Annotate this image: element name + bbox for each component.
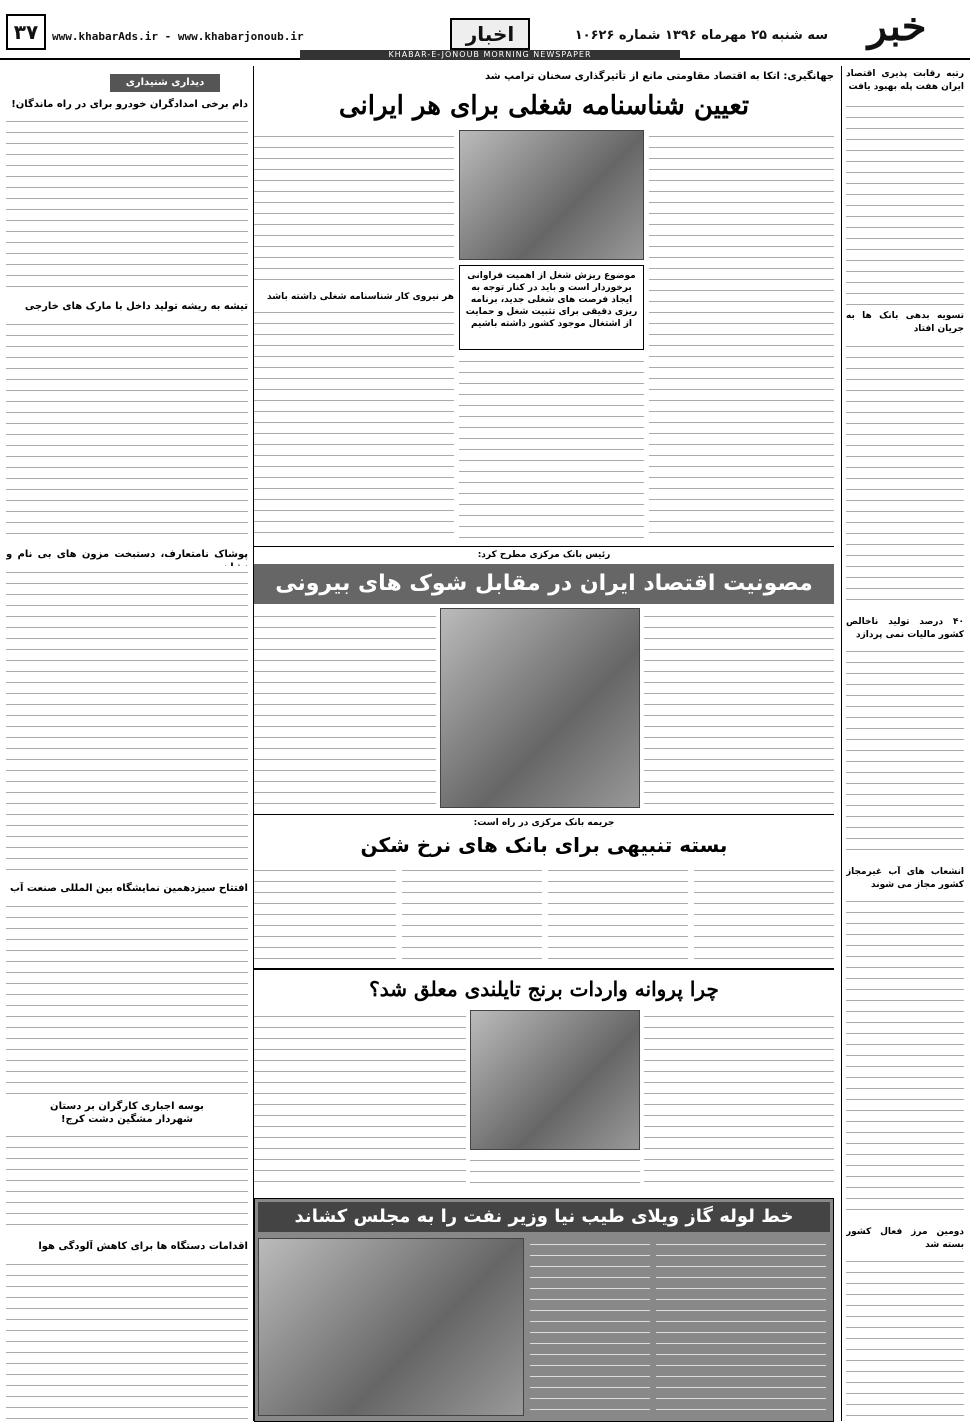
story1-col-right: [649, 130, 834, 540]
story2-photo: [440, 608, 640, 808]
left-headline-1: دام برخی امدادگران خودرو برای در راه ماندگان!: [11, 99, 248, 110]
right-article-5-body: [846, 1255, 964, 1420]
story5-col-right: [656, 1238, 826, 1416]
section-title: اخبار: [450, 18, 530, 50]
story4-photo: [470, 1010, 640, 1150]
left-article-4-body: [6, 900, 248, 1095]
story3-col-3: [402, 864, 542, 964]
left-headline-3: پوشاک نامتعارف، دستبخت مزون های بی نام و: [6, 549, 248, 560]
story4-col-right: [644, 1010, 834, 1192]
story4-col-left: [254, 1010, 466, 1192]
story2-kicker: رئیس بانک مرکزی مطرح کرد:: [477, 550, 611, 560]
left-headline-2: تیشه به ریشه تولید داخل با مارک های خارجی: [24, 301, 248, 312]
left-article-3-body: [6, 566, 248, 876]
right-headline-4: انشعاب های آب غیرمجاز کشور مجاز می شوند: [846, 867, 964, 890]
story1-kicker: جهانگیری: اتکا به اقتصاد مقاومتی مانع از تأثیرگذاری سخنان ترامپ شد: [485, 71, 834, 82]
left-article-5-body: [6, 1130, 248, 1235]
story1-pull-quote: موضوع ریزش شغل از اهمیت فراوانی برخوردار است و باید در کنار توجه به ایجاد فرصت های شغلی جدید، برنامه ریزی دقیقی برای تثبیت شغل و حمایت از اشتغال موجود کشور داشته باشیم: [459, 265, 644, 350]
right-article-1-body: [846, 100, 964, 305]
right-headline-2: تسویه بدهی بانک ها به جریان افتاد: [846, 311, 964, 334]
right-article-4-body: [846, 895, 964, 1220]
story3-kicker: جریمه بانک مرکزی در راه است:: [473, 818, 615, 828]
newspaper-logo: خبر: [867, 3, 927, 50]
issue-date: سه شنبه ۲۵ مهرماه ۱۳۹۶ شماره ۱۰۶۲۶: [574, 28, 828, 43]
left-headline-5: بوسه اجباری کارگران بر دستان شهردار مشگین دشت کرج!: [50, 1101, 204, 1125]
story2-col-right: [644, 610, 834, 810]
left-headline-4: افتتاح سیزدهمین نمایشگاه بین المللی صنعت آب: [9, 883, 248, 894]
right-headline-1: رتبه رقابت پذیری اقتصاد ایران هفت پله بهبود یافت: [846, 69, 964, 92]
right-article-3-body: [846, 645, 964, 860]
story5-title: خط لوله گاز ویلای طیب نیا وزیر نفت را به مجلس کشاند: [258, 1202, 830, 1232]
story-divider: [254, 814, 834, 815]
right-headline-5: دومین مرز فعال کشور بسته شد: [846, 1227, 964, 1250]
story5-photo: [258, 1238, 524, 1416]
page-number: ۳۷: [6, 14, 46, 50]
column-divider: [841, 66, 842, 1421]
story2-title: مصونیت اقتصاد ایران در مقابل شوک های بیرونی: [254, 564, 834, 604]
story-divider: [254, 546, 834, 547]
right-headline-3: ۴۰ درصد تولید ناخالص کشور مالیات نمی پردازد: [846, 617, 964, 640]
left-headline-6: اقدامات دستگاه ها برای کاهش آلودگی هوا: [38, 1241, 248, 1252]
story1-col-left-bottom: [254, 306, 454, 540]
left-article-1-body: [6, 115, 248, 295]
story5-col-middle: [530, 1238, 650, 1416]
left-article-6-body: [6, 1258, 248, 1420]
story1-title: تعیین شناسنامه شغلی برای هر ایرانی: [338, 91, 750, 121]
story1-col-middle: [459, 355, 644, 540]
story-divider: [254, 968, 834, 970]
story3-col-1: [694, 864, 834, 964]
english-subtitle: KHABAR-E-JONOUB MORNING NEWSPAPER: [300, 50, 680, 60]
story1-subhead: هر نیروی کار شناسنامه شغلی داشته باشد: [267, 292, 454, 302]
story3-col-4: [254, 864, 396, 964]
left-article-2-body: [6, 318, 248, 543]
story2-col-left: [254, 610, 436, 810]
story4-caption: [470, 1154, 640, 1192]
story4-title: چرا پروانه واردات برنج تایلندی معلق شد؟: [369, 977, 719, 1001]
left-section-label: دیداری شنیداری: [110, 74, 220, 92]
story3-title: بسته تنبیهی برای بانک های نرخ شکن: [360, 833, 728, 857]
story3-col-2: [548, 864, 688, 964]
story1-photo: [459, 130, 644, 260]
story1-col-left-top: [254, 130, 454, 290]
right-article-2-body: [846, 340, 964, 610]
website-urls[interactable]: www.khabarAds.ir - www.khabarjonoub.ir: [52, 30, 304, 43]
